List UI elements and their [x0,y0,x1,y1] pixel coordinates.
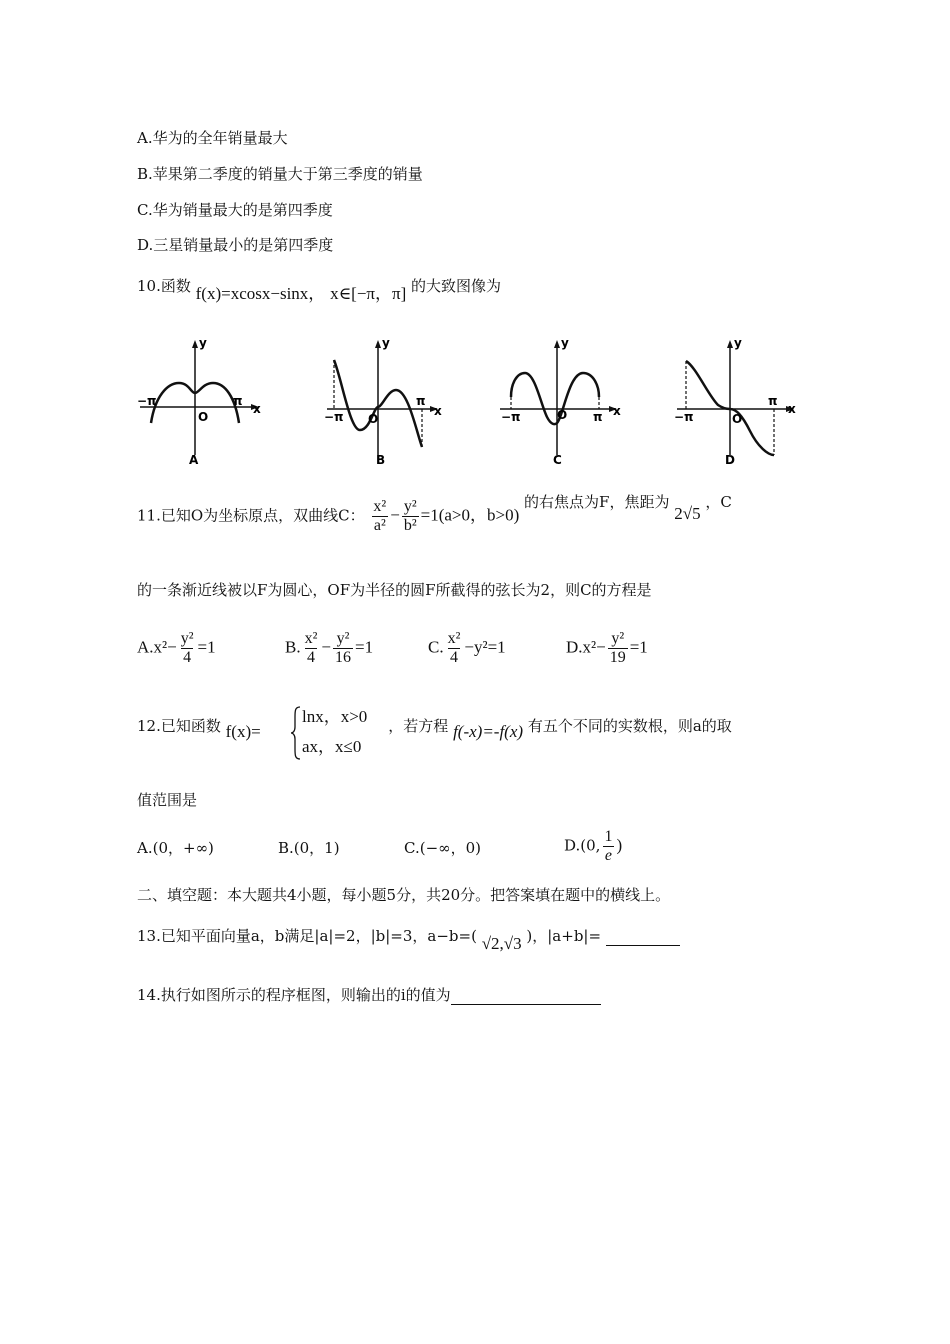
q10-a-ylabel: y [199,336,207,350]
q11-eq-rest: =1(a>0，b>0) [420,505,520,525]
q11-d-tail: =1 [629,637,648,657]
q13-stem [137,926,680,953]
q10-d-pi: π [768,394,778,408]
q12-stem [137,716,732,741]
q9-option-c: C.华为销量最大的是第四季度 [137,201,333,219]
q12-option-d [564,828,622,865]
q12-brace [290,705,302,761]
q10-b-origin: O [368,412,379,426]
q10-a-xlabel: x [253,402,261,416]
q14-text: 14.执行如图所示的程序框图，则输出的i的值为 [137,986,451,1004]
q11-y-num: y² [403,498,417,515]
q10-b-negpi: −π [324,410,344,424]
q12-line2: 值范围是 [137,791,198,809]
q12-d-num: 1 [604,828,613,845]
q12-option-c: C.(−∞，0) [404,839,482,857]
q10-a-negpi: −π [137,394,157,408]
q10-d-origin: O [732,412,743,426]
q11-b-mid: − [321,637,331,657]
q12-option-a: A.(0，+∞) [137,839,214,857]
q11-d-den: 19 [609,649,626,666]
q10-graph-c [495,335,630,470]
q11-option-b [285,630,373,667]
q11-y-den: b² [403,517,417,534]
q11-a-tail: =1 [197,637,216,657]
q11-b-label: B. [285,637,301,657]
q11-x-frac [371,498,388,535]
q10-d-negpi: −π [674,410,694,424]
q14-answer-blank[interactable] [451,988,601,1005]
q11-b-num1: x² [304,630,318,647]
q11-a-den: 4 [183,649,192,666]
q13-prefix: 13.已知平面向量a，b满足|a|=2，|b|=3，a−b=( [137,927,477,945]
q11-c-num: x² [447,630,461,647]
q11-suffix: ，C [705,492,732,511]
q10-a-label: A [189,453,199,467]
q12-case2: ax，x≤0 [302,737,362,756]
q10-b-pi: π [416,394,426,408]
q9-option-b: B.苹果第二季度的销量大于第三季度的销量 [137,165,423,183]
q10-d-label: D [725,453,735,467]
q12-prefix: 12.已知函数 [137,717,221,735]
q10-func: f(x)=xcosx−sinx， [195,284,326,303]
q11-prefix: 11.已知O为坐标原点，双曲线C： [137,506,365,525]
q12-mid: ，若方程 [388,717,449,735]
q11-b-den2: 16 [334,649,351,666]
q9-option-a: A.华为的全年销量最大 [137,129,288,147]
q10-a-origin: O [198,410,209,424]
q10-graph-b [322,335,452,470]
q11-a-label: A.x²− [137,637,177,657]
q10-b-label: B [376,453,386,467]
q11-c-label: C. [428,637,444,657]
section-fill-blank-heading: 二、填空题：本大题共4小题，每小题5分，共20分。把答案填在题中的横线上。 [137,886,671,904]
q10-suffix: 的大致图像为 [411,277,502,295]
q10-prefix: 10.函数 [137,277,191,295]
q10-c-ylabel: y [561,336,569,350]
q10-c-label: C [553,453,562,467]
q11-option-c [428,630,506,667]
q10-c-xlabel: x [613,404,621,418]
q10-c-pi: π [593,410,603,424]
q11-option-d [566,630,648,667]
q10-b-xlabel: x [434,404,442,418]
q12-d-den: e [604,847,612,864]
q13-answer-blank[interactable] [606,929,680,946]
q10-b-ylabel: y [382,336,390,350]
q11-a-num: y² [180,630,194,647]
q14-stem [137,985,601,1005]
q13-suffix: )，|a+b|= [526,927,602,945]
q11-c-tail: −y²=1 [464,637,506,657]
q11-stem: 11.已知O为坐标原点，双曲线C： $\frac{\text{x²}}{\text{a²}}$ − $\frac{\text{y²}}{\text{b²}}$ =1(a>0，b>0) 的右焦点为F，焦距为 2√5 ，C [137,492,732,534]
q12-suffix: 有五个不同的实数根，则a的取 [527,717,732,735]
q12-eq: f(-x)=-f(x) [453,722,524,741]
q9-option-d: D.三星销量最小的是第四季度 [137,236,334,254]
q11-x-den: a² [373,517,386,534]
q12-d-tail: ) [616,835,623,855]
q11-b-tail: =1 [354,637,374,657]
q10-a-pi: π [233,394,243,408]
q11-x-num: x² [373,498,387,515]
q10-c-negpi: −π [501,410,521,424]
q11-b-num2: y² [336,630,350,647]
q10-graph-a [135,335,275,470]
q11-y-frac [402,498,419,535]
q12-func: f(x)= [225,722,261,741]
q11-d-label: D.x²− [566,637,606,657]
q12-option-b: B.(0，1) [278,839,340,857]
q10-d-ylabel: y [734,336,742,350]
q11-d-num: y² [611,630,625,647]
q11-b-den1: 4 [306,649,315,666]
q11-focal: 2√5 [674,503,701,523]
q10-graph-d [672,335,812,470]
q11-mid: 的右焦点为F，焦距为 [524,492,670,511]
q11-option-a [137,630,216,667]
q11-line2: 的一条渐近线被以F为圆心，OF为半径的圆F所截得的弦长为2，则C的方程是 [137,581,652,599]
q10-d-xlabel: x [788,402,796,416]
q10-stem [137,276,502,303]
q13-vec: √2,√3 [481,934,522,953]
q10-c-origin: O [557,408,568,422]
q10-domain: x∈[−π，π] [330,284,407,303]
q11-c-den: 4 [449,649,458,666]
q12-case1: lnx，x>0 [302,707,368,726]
q12-d-label: D.(0, [564,836,601,855]
